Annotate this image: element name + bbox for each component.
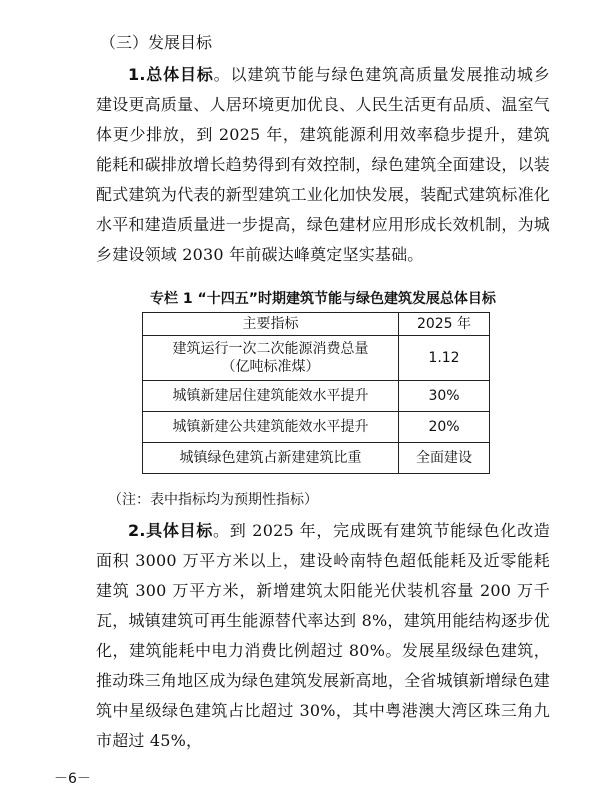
table-row	[143, 412, 490, 443]
indicator-cell: 城镇新建公共建筑能效水平提升	[143, 412, 399, 443]
table-header-row	[143, 313, 490, 336]
table-note: （注：表中指标均为预期性指标）	[108, 492, 318, 508]
table-row	[143, 443, 490, 474]
value-cell: 1.12	[399, 336, 490, 381]
header-indicator: 主要指标	[143, 313, 399, 336]
indicator-cell	[143, 336, 399, 381]
indicator-line1: 建筑运行一次二次能源消费总量	[172, 341, 369, 357]
specific-goal-lead: 2.具体目标	[128, 521, 214, 540]
page-number: －6－	[54, 771, 91, 787]
indicator-line2: （亿吨标准煤）	[221, 359, 320, 375]
overall-goal-body: 。以建筑节能与绿色建筑高质量发展推动城乡建设更高质量、人居环境更加优良、人民生活更有品质、温室气体更少排放，到 2025 年，建筑能源利用效率稳步提升，建筑能耗和碳排放增长趋势得到有效控制，绿色建筑全面建设，以装配式建筑为代表的新型建筑工业化加快发展，装配式建筑标准化水平和建造质量进一步提高，绿色建材应用形成长效机制，为城乡建设领域 2030 年前碳达峰奠定坚实基础。	[96, 65, 550, 264]
indicator-cell: 城镇绿色建筑占新建建筑比重	[143, 443, 399, 474]
indicator-cell: 城镇新建居住建筑能效水平提升	[143, 381, 399, 412]
specific-goal-body: 。到 2025 年，完成既有建筑节能绿色化改造面积 3000 万平方米以上，建设岭南特色超低能耗及近零能耗建筑 300 万平方米，新增建筑太阳能光伏装机容量 200 万千瓦，城镇建筑可再生能源替代率达到 8%，建筑用能结构逐步优化，建筑能耗中电力消费比例超过 80%。发展星级绿色建筑，推动珠三角地区成为绿色建筑发展新高地，全省城镇新增绿色建筑中星级绿色建筑占比超过 30%，其中粤港澳大湾区珠三角九市超过 45%，	[96, 521, 550, 750]
value-cell: 全面建设	[399, 443, 490, 474]
table-row	[143, 336, 490, 381]
specific-goal-paragraph	[96, 516, 550, 756]
value-cell: 20%	[399, 412, 490, 443]
header-2025: 2025 年	[399, 313, 490, 336]
overall-goal-paragraph	[96, 60, 550, 270]
section-heading: （三）发展目标	[100, 33, 213, 52]
table-row	[143, 381, 490, 412]
value-cell: 30%	[399, 381, 490, 412]
targets-table	[142, 312, 490, 474]
table-caption: 专栏 1 “十四五”时期建筑节能与绿色建筑发展总体目标	[150, 291, 496, 307]
overall-goal-lead: 1.总体目标	[128, 65, 214, 84]
